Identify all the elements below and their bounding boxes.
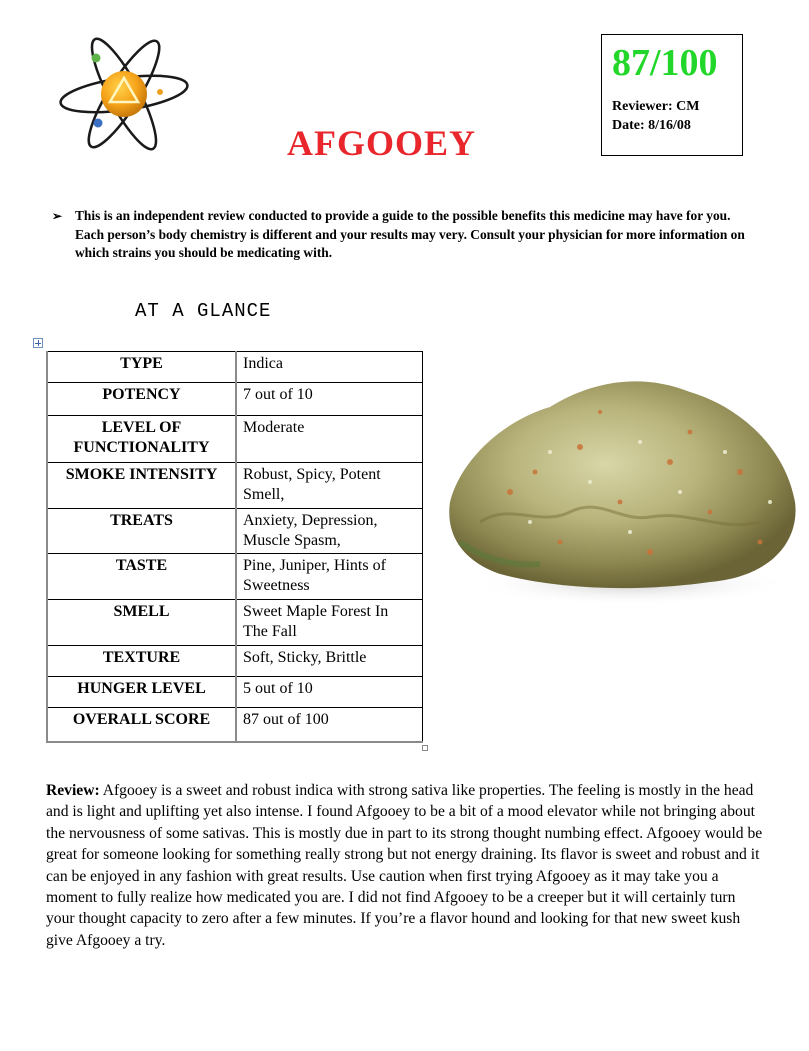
row-label: TREATS [47, 509, 236, 554]
review-text: Afgooey is a sweet and robust indica with strong sativa like properties. The feeling is mostly in the head and is light and uplifting yet also intense. I found Afgooey to be a bit of a mood elevator while not bringing about the nervousness of some sativas. This is mostly due in part to its strong thought numbing effect. Afgooey would be great for someone looking for something really strong but not energy draining. Its flavor is sweet and robust and it can be enjoyed in any fashion with great results. Use caution when first trying Afgooey as it may take you a moment to fully realize how medicated you are. I did not find Afgooey to be a creeper but it will certainly turn your thought capacity to zero after a few minutes. If you’re a flavor hound and looking for that new sweet kush give Afgooey a try. [46, 782, 763, 949]
table-row [47, 509, 423, 554]
table-row [47, 416, 423, 463]
table-resize-handle[interactable] [422, 745, 428, 751]
arrow-bullet-icon: ➢ [52, 209, 63, 223]
table-move-handle-icon[interactable] [33, 338, 43, 348]
row-label: TASTE [47, 554, 236, 600]
row-label: OVERALL SCORE [47, 708, 236, 742]
row-label: SMOKE INTENSITY [47, 463, 236, 509]
row-label: POTENCY [47, 383, 236, 416]
review-paragraph [46, 780, 766, 951]
row-value: Soft, Sticky, Brittle [236, 646, 423, 677]
atom-logo-icon [52, 28, 202, 158]
score-box [601, 34, 743, 156]
row-label: LEVEL OF FUNCTIONALITY [47, 416, 236, 463]
row-label: TEXTURE [47, 646, 236, 677]
row-value: 87 out of 100 [236, 708, 423, 742]
score-value: 87/100 [612, 42, 718, 84]
strain-title: AFGOOEY [287, 123, 477, 163]
table-row [47, 677, 423, 708]
disclaimer-text: This is an independent review conducted to provide a guide to the possible benefits this medicine may have for you. Each person’s body chemistry is different and your results may very. Consult your physician for more information on which strains you should be medicating with. [75, 208, 745, 260]
row-label: HUNGER LEVEL [47, 677, 236, 708]
cannabis-bud-photo [440, 352, 805, 617]
review-label: Review: [46, 782, 100, 799]
row-value: Indica [236, 352, 423, 383]
table-row [47, 463, 423, 509]
review-date: Date: 8/16/08 [612, 118, 691, 133]
table-row [47, 554, 423, 600]
reviewer-label: Reviewer: CM [612, 99, 700, 114]
glance-table [46, 351, 423, 743]
row-value: Robust, Spicy, Potent Smell, [236, 463, 423, 509]
table-row [47, 600, 423, 646]
row-label: SMELL [47, 600, 236, 646]
row-value: Anxiety, Depression, Muscle Spasm, [236, 509, 423, 554]
table-row [47, 646, 423, 677]
table-row [47, 352, 423, 383]
row-value: Pine, Juniper, Hints of Sweetness [236, 554, 423, 600]
table-row [47, 383, 423, 416]
table-row [47, 708, 423, 742]
row-value: Sweet Maple Forest In The Fall [236, 600, 423, 646]
row-label: TYPE [47, 352, 236, 383]
disclaimer [52, 207, 752, 263]
glance-heading: AT A GLANCE [135, 300, 272, 322]
row-value: 7 out of 10 [236, 383, 423, 416]
row-value: Moderate [236, 416, 423, 463]
row-value: 5 out of 10 [236, 677, 423, 708]
